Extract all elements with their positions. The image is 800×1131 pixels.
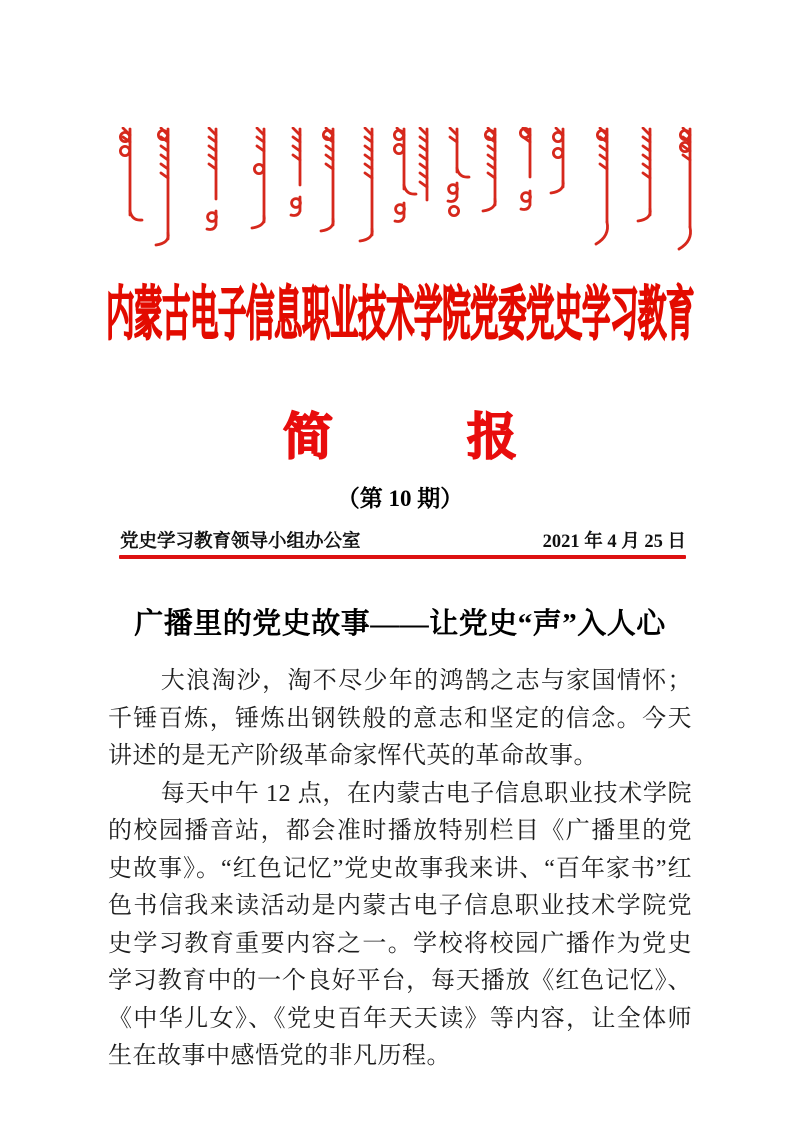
red-divider-rule (119, 555, 686, 559)
article-paragraph: 每天中午 12 点，在内蒙古电子信息职业技术学院的校园播音站，都会准时播放特别栏目《广播里的党史故事》。“红色记忆”党史故事我来讲、“百年家书”红色书信我来读活动是内蒙古电子信息职业技术学院党史学习教育重要内容之一。学校将校园广播作为党史学习教育中的一个良好平台，每天播放《红色记忆》、《中华儿女》、《党史百年天天读》等内容，让全体师生在故事中感悟党的非凡历程。 (108, 780, 692, 1069)
issuer-label: 党史学习教育领导小组办公室 (120, 532, 361, 552)
meta-row (120, 527, 686, 553)
bulletin-title (0, 409, 800, 465)
article-paragraph: 大浪淘沙，淘不尽少年的鸿鹄之志与家国情怀；千锤百炼，锤炼出钢铁般的意志和坚定的信念。今天讲述的是无产阶级革命家恽代英的革命故事。 (108, 668, 692, 769)
masthead-org-title (0, 284, 800, 349)
bulletin-title-char-right: 报 (467, 408, 517, 466)
date-label: 2021 年 4 月 25 日 (542, 532, 686, 552)
article-body (108, 663, 692, 1076)
issue-number-label: （第 10 期） (336, 486, 464, 511)
mongolian-script-banner (118, 127, 696, 259)
masthead-org-title-text: 内蒙古电子信息职业技术学院党委党史学习教育 (105, 284, 694, 349)
bulletin-title-char-left: 简 (283, 408, 333, 466)
mongolian-script-glyphs (118, 127, 696, 259)
article-title: 广播里的党史故事——让党史“声”入人心 (134, 608, 666, 640)
